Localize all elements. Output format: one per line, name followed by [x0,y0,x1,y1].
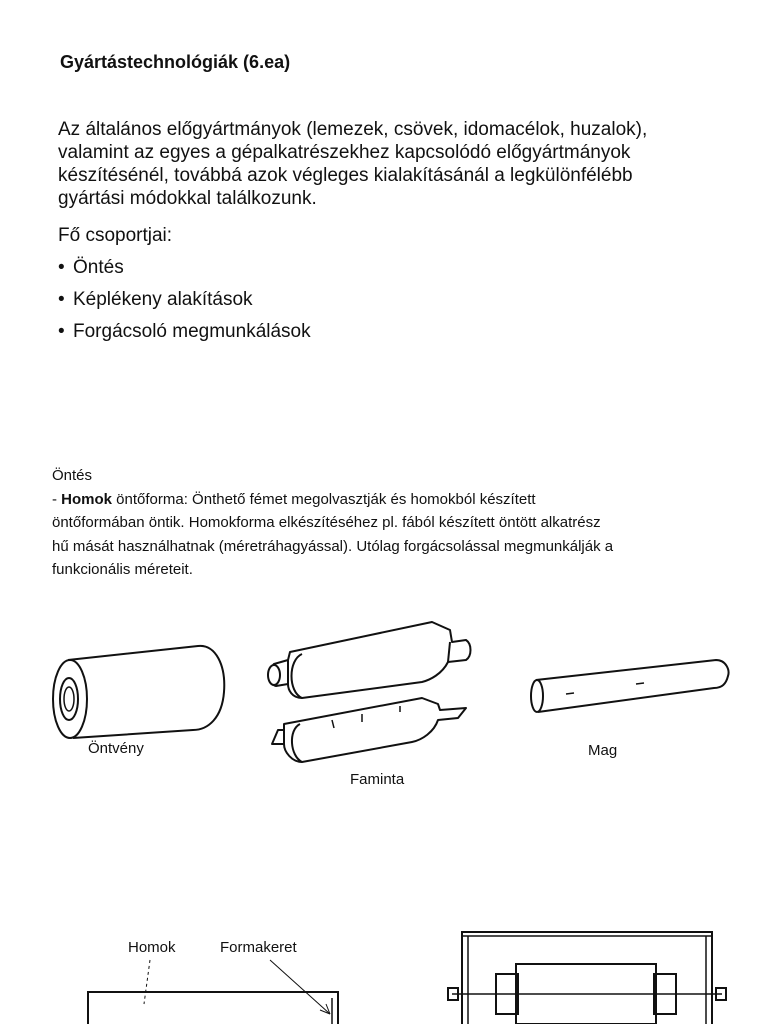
groups-list [58,256,311,352]
bullet: • [58,321,65,342]
list-item-label: Forgácsoló megmunkálások [73,321,311,342]
bullet: • [58,289,65,310]
section-heading: Öntés [52,467,93,484]
bullet: • [58,257,65,278]
list-item [58,288,311,320]
dash: - [52,490,62,508]
list-item-label: Öntés [73,257,124,278]
sand-mould-illustration [80,958,350,1024]
intro-paragraph [58,118,738,210]
intro-line: készítésénél, továbbá azok végleges kialakításánál a legkülönfélébb [58,165,633,186]
groups-label: Fő csoportjai: [58,225,173,246]
intro-line: Az általános előgyártmányok (lemezek, csövek, idomacélok, huzalok), [58,119,648,140]
section-line: funkcionális méreteit. [52,561,193,578]
flask-label: Formakeret [220,939,297,956]
core-label: Mag [588,742,618,759]
pattern-illustration [262,612,477,777]
core-illustration [526,654,736,724]
list-item [58,320,311,352]
casting-illustration [48,638,238,748]
mould-assembly-illustration [446,926,726,1024]
casting-section [52,464,742,582]
section-line: hű mását használhatnak (méretráhagyással). Utólag forgácsolással megmunkálják a [52,537,614,555]
pattern-label: Faminta [350,771,405,788]
list-item [58,256,311,288]
section-line: öntőformában öntik. Homokforma elkészítéséhez pl. fából készített öntött alkatrész [52,514,601,531]
list-item-label: Képlékeny alakítások [73,289,253,310]
page-title: Gyártástechnológiák (6.ea) [60,52,291,72]
bold-term: Homok [61,490,113,508]
sand-label: Homok [128,939,176,956]
section-line [52,488,742,512]
intro-line: valamint az egyes a gépalkatrészekhez kapcsolódó előgyártmányok [58,142,631,163]
intro-line: gyártási módokkal találkozunk. [58,188,317,209]
section-line-rest: öntőforma: Önthető fémet megolvasztják és homokból készített [112,490,536,508]
casting-label: Öntvény [88,740,144,757]
